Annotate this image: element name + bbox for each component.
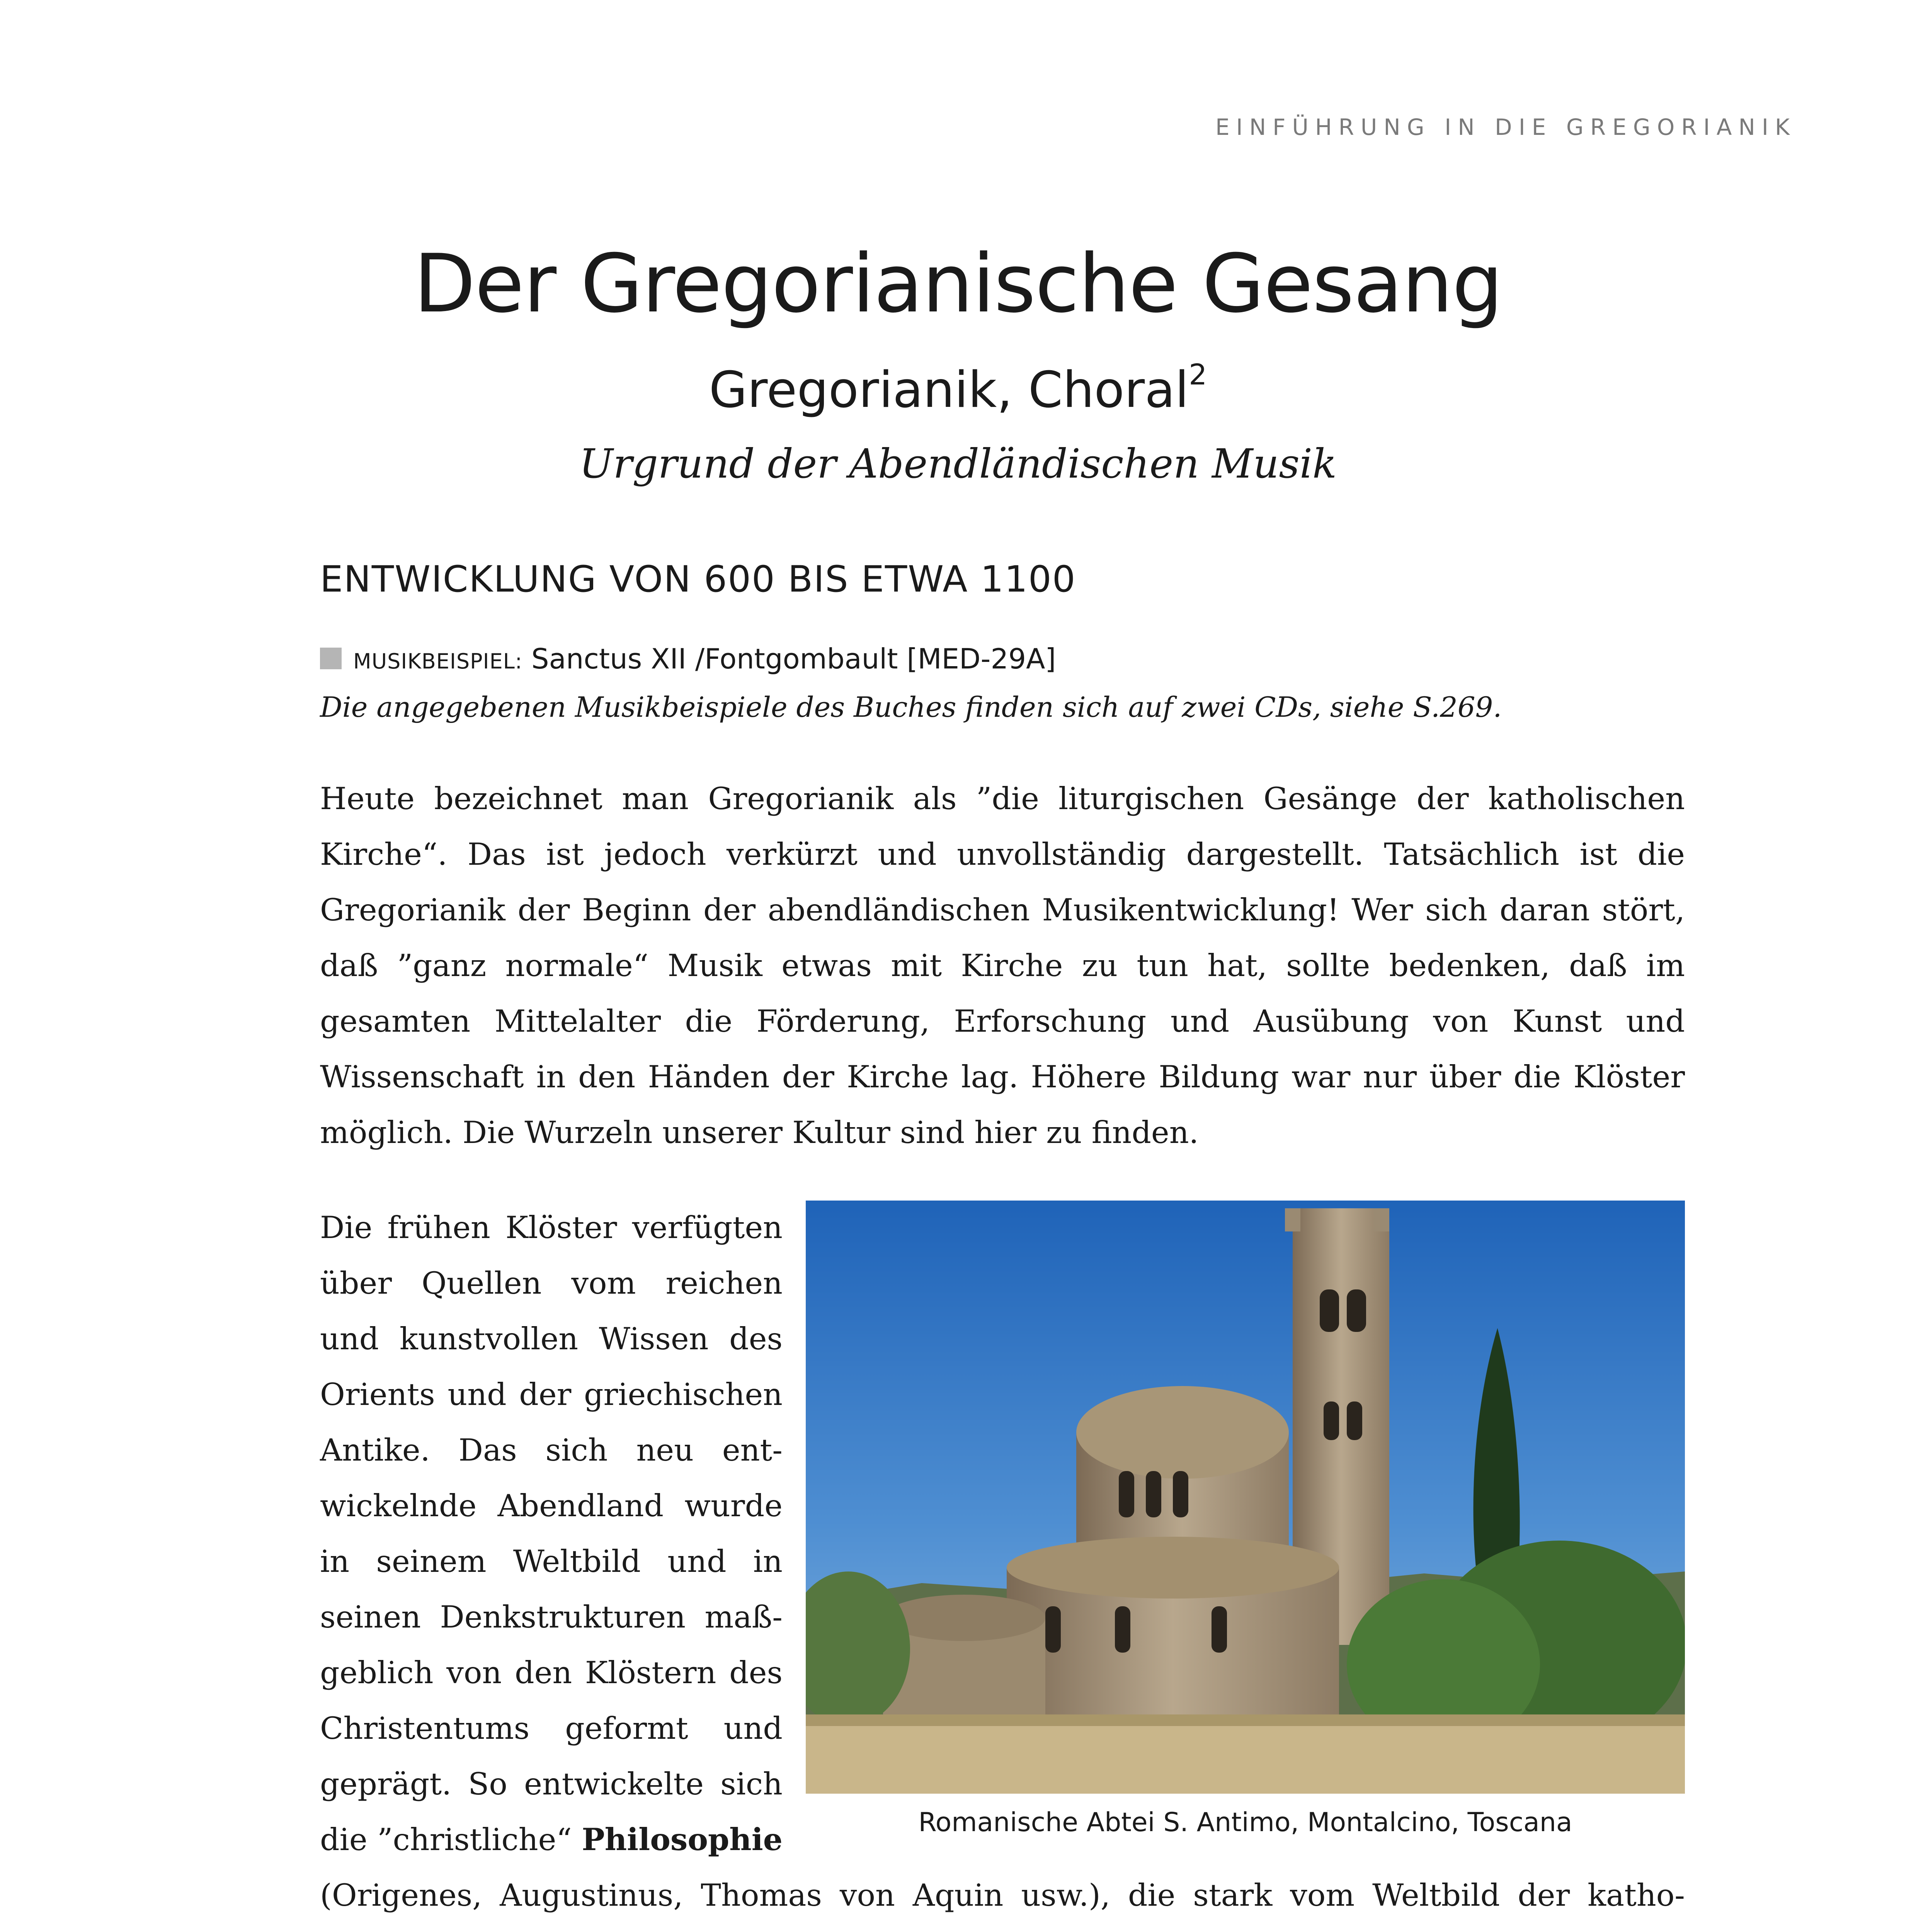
paragraph-2-part-2: (Origenes, Augustinus, Thomas von Aquin usw.), die stark vom Weltbild der katho xyxy=(320,1878,1685,1913)
keyword-philosophie: Philosophie xyxy=(582,1821,783,1857)
running-head: EINFÜHRUNG IN DIE GREGORIANIK xyxy=(1215,114,1796,140)
paragraph-2 xyxy=(320,1200,1685,1932)
photo-figure xyxy=(806,1201,1685,1854)
square-bullet-icon xyxy=(320,648,342,669)
photo-caption: Romanische Abtei S. Antimo, Montalcino, Toscana xyxy=(918,1807,1572,1838)
page-title: Der Gregorianische Gesang xyxy=(413,237,1503,331)
subtitle xyxy=(0,357,1916,423)
section-heading: ENTWICKLUNG VON 600 BIS ETWA 1100 xyxy=(320,558,1076,600)
subtitle-text: Gregorianik, Choral xyxy=(709,361,1189,419)
tagline: Urgrund der Abendländischen Musik xyxy=(579,440,1337,487)
music-example-text: Sanctus XII /Fontgombault [MED-29A] xyxy=(531,643,1056,675)
paragraph-1: Heute bezeichnet man Gregorianik als ”die liturgischen Gesänge der katholischen Kirche“. Das ist jedoch verkürzt und unvollständig dargestellt. Tatsächlich ist die Gregorianik der Beginn der abendländischen Musikentwicklung! Wer sich daran stört, daß ”ganz normale“ Musik etwas mit Kirche zu tun hat, sollte bedenken, daß im gesamten Mittelalter die Förderung, Erforschung und Ausübung von Kunst und Wissenschaft in den Händen der Kirche lag. Höhere Bildung war nur über die Klöster möglich. Die Wurzeln unserer Kultur sind hier zu finden. xyxy=(320,781,1685,1150)
music-example-note: Die angegebenen Musikbeispiele des Buches finden sich auf zwei CDs, siehe S.269. xyxy=(320,691,1502,723)
music-example xyxy=(320,638,1056,683)
abbey-photo xyxy=(806,1201,1685,1794)
paragraph-2-part-1: Die frühen Klöster verfügten über Quellen vom reichen und kunstvollen Wissen des Orients und der griechischen Antike. Das sich neu entwickelnde Abendland wurde in seinem Weltbild und in seinen Denkstrukturen maßgeblich von den Klöstern des Christentums geformt und geprägt. So entwickelte sich die ”christliche“ xyxy=(320,1210,783,1857)
footnote-ref: 2 xyxy=(1189,358,1207,391)
music-example-label: MUSIKBEISPIEL: xyxy=(353,649,522,673)
